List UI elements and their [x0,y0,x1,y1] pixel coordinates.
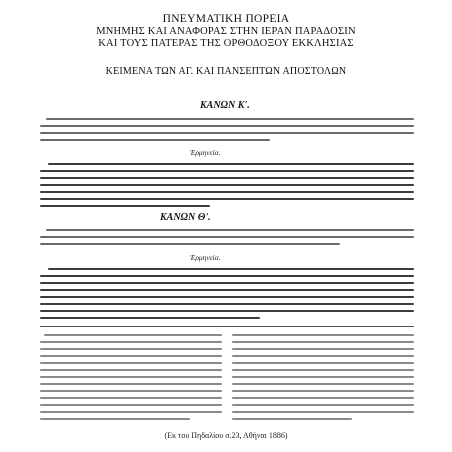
footnote-left-line [40,397,222,399]
canon-1-title: ΚΑΝΩΝ Κ'. [200,100,250,111]
footnote-left-line [40,341,222,343]
footnote-left-line [40,390,222,392]
commentary-1-text-line [40,184,414,186]
commentary-2-text-line [40,303,414,305]
commentary-2-text-line [40,310,414,312]
footnote-left-line [40,376,222,378]
footnote-right-line [232,341,414,343]
footnote-right-line [232,418,352,420]
commentary-1-text-line [40,205,210,207]
canon-1-text-line [40,125,414,127]
header-line-2: ΜΝΗΜΗΣ ΚΑΙ ΑΝΑΦΟΡΑΣ ΣΤΗΝ ΙΕΡΑΝ ΠΑΡΑΔΟΣΙΝ [96,26,356,37]
canon-2-text-line [46,229,414,231]
commentary-1-text-line [48,163,414,165]
footnote-left-line [40,404,222,406]
commentary-1-text-line [40,191,414,193]
footnote-right-line [232,369,414,371]
footnote-right-line [232,362,414,364]
footnote-right-line [232,376,414,378]
commentary-2-text-line [40,282,414,284]
commentary-1-text-line [40,198,414,200]
canon-1-text-line [40,139,270,141]
footnote-left-line [40,348,222,350]
commentary-2-text-line [48,268,414,270]
scanned-text-block [40,96,416,436]
footnote-divider [40,326,414,327]
commentary-1-text-line [40,170,414,172]
footnote-left-line [40,411,222,413]
canon-1-commentary-heading: Ἑρμηνεία. [190,148,221,157]
canon-2-text-line [40,236,414,238]
footnote-right-line [232,390,414,392]
footnote-left-line [40,383,222,385]
footnote-left-line [40,355,222,357]
commentary-2-text-line [40,289,414,291]
footnote-right-line [232,334,414,336]
commentary-2-text-line [40,296,414,298]
footnote-right-line [232,404,414,406]
footnote-left-line [40,362,222,364]
footnote-right-line [232,348,414,350]
footnote-left-line [40,418,190,420]
header-line-3: ΚΑΙ ΤΟΥΣ ΠΑΤΕΡΑΣ ΤΗΣ ΟΡΘΟΔΟΞΟΥ ΕΚΚΛΗΣΙΑΣ [98,38,354,49]
footnote-right-line [232,397,414,399]
footnote-left-line [44,334,222,336]
page-title: ΠΝΕΥΜΑΤΙΚΗ ΠΟΡΕΙΑ [162,13,290,25]
canon-2-commentary-heading: Ἑρμηνεία. [190,253,221,262]
footnote-right-line [232,411,414,413]
footnote-right-line [232,355,414,357]
commentary-1-text-line [40,177,414,179]
footnote-left-line [40,369,222,371]
footnote-right-line [232,383,414,385]
canon-2-title: ΚΑΝΩΝ Θ'. [160,212,211,223]
canon-1-text-line [46,118,414,120]
commentary-2-text-line [40,275,414,277]
commentary-2-text-line [40,317,260,319]
section-subtitle: ΚΕΙΜΕΝΑ ΤΩΝ ΑΓ. ΚΑΙ ΠΑΝΣΕΠΤΩΝ ΑΠΟΣΤΟΛΩΝ [105,66,347,77]
canon-2-text-line [40,243,340,245]
source-citation: (Εκ του Πηδαλίου σ.23, Αθήναι 1886) [164,431,288,440]
canon-1-text-line [40,132,414,134]
